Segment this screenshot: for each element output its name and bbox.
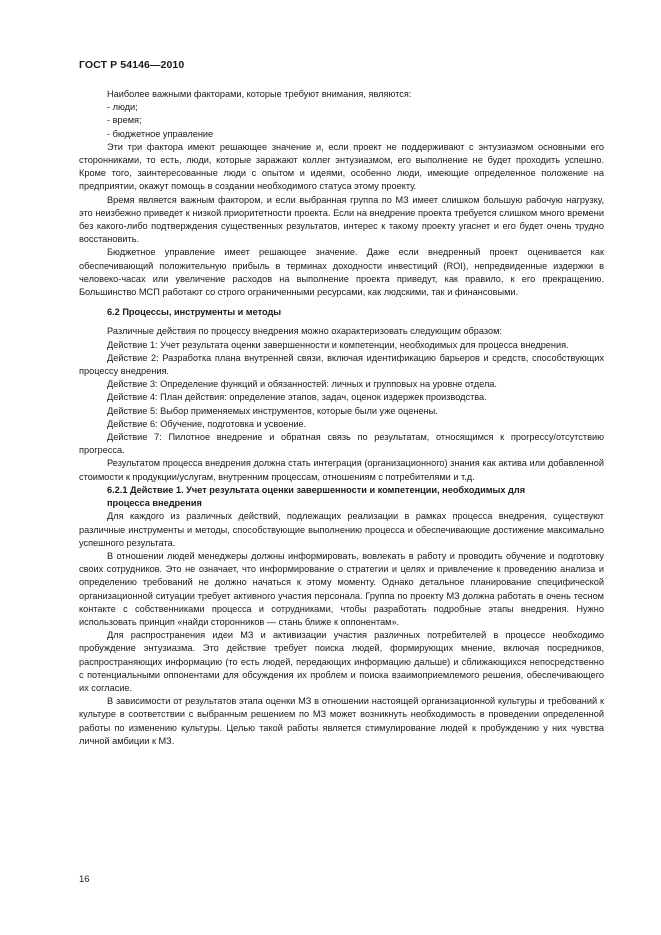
section-heading-6-2-1-continued: процесса внедрения <box>107 498 202 509</box>
paragraph: В зависимости от результатов этапа оценки МЗ в отношении настоящей организационной культуры и требований к культуре в соответствии с выбранным решением по МЗ может возникнуть необходимость в проведении определенной работы по изменению культуры. Целью такой работы является стимулирование людей к пробуждению у них чувства личной амбиции к МЗ. <box>79 696 604 746</box>
intro-paragraph: Наиболее важными факторами, которые требуют внимания, являются: <box>107 89 412 99</box>
action-item: Действие 5: Выбор применяемых инструментов, которые были уже оценены. <box>107 405 438 416</box>
action-item: Действие 3: Определение функций и обязанностей: личных и групповых на уровне отдела. <box>107 379 497 390</box>
action-item: Действие 6: Обучение, подготовка и усвоение. <box>107 418 307 429</box>
action-item: Действие 4: План действия: определение этапов, задач, оценок издержек производства. <box>107 392 487 403</box>
document-header: ГОСТ Р 54146—2010 <box>79 59 185 71</box>
paragraph: Различные действия по процессу внедрения можно охарактеризовать следующим образом: <box>107 326 503 337</box>
paragraph: Результатом процесса внедрения должна стать интеграция (организационного) знания как актива или добавленной стоимости к продукции/услугам, внутренним процессам, отношениям с потребителями и т.д. <box>79 458 604 482</box>
paragraph: Бюджетное управление имеет решающее значение. Даже если внедренный проект оценивается как обеспечивающий положительную прибыль в терминах доходности инвестиций (ROI), непредвиденные издержки в человеко-часах или увеличение расходов на выполнение проекта приведут, как правило, к его прекращению. Большинство МСП работают со строго ограниченными ресурсами, как людскими, так и финансовыми. <box>79 247 604 298</box>
page-body <box>79 88 604 748</box>
action-item: Действие 7: Пилотное внедрение и обратная связь по результатам, относящимся к прогрессу/отсутствию прогресса. <box>79 432 604 456</box>
paragraph: Время является важным фактором, и если выбранная группа по МЗ имеет слишком большую рабочую нагрузку, это неизбежно приведет к низкой приоритетности проекта. Если на внедрение проекта требуется слишком много времени без какого-либо подтверждения существенных результатов, интерес к такому проекту угаснет и его будет очень трудно восстановить. <box>79 194 604 245</box>
paragraph: Для распространения идеи МЗ и активизации участия различных потребителей в процессе необходимо пробуждение энтузиазма. Это действие требует поиска людей, формирующих мнение, включая посредников, распространяющих информацию (то есть людей, передающих информацию дальше) и сближающихся непосредственно с потенциальными оппонентами для обсуждения их проблем и поиска взаимоприемлемого решения, обеспечивающего их согласие. <box>79 630 604 693</box>
list-item: - бюджетное управление <box>107 128 214 139</box>
action-item: Действие 1: Учет результата оценки завершенности и компетенции, необходимых для процесса внедрения. <box>107 339 569 350</box>
list-item: - время; <box>107 115 142 126</box>
section-heading-6-2: 6.2 Процессы, инструменты и методы <box>107 307 282 318</box>
paragraph: Эти три фактора имеют решающее значение и, если проект не поддерживают с энтузиазмом основными его сторонниками, то есть, люди, которые заражают коллег энтузиазмом, его выполнение не будет проходить успешно. Кроме того, заинтересованные люди с опытом и идеями, особенно люди, имеющие определенное положение на предприятии, окажут помощь в создании необходимого статуса этому проекту. <box>79 141 604 192</box>
page-number: 16 <box>79 874 90 885</box>
paragraph: Для каждого из различных действий, подлежащих реализации в рамках процесса внедрения, существуют различные инструменты и методы, способствующие выполнению процесса и обеспечивающие достижение максимально успешного результата. <box>79 511 604 548</box>
action-item: Действие 2: Разработка плана внутренней связи, включая идентификацию барьеров и средств, способствующих процессу внедрения. <box>79 352 604 377</box>
section-heading-6-2-1: 6.2.1 Действие 1. Учет результата оценки завершенности и компетенции, необходимых для <box>107 484 526 495</box>
paragraph: В отношении людей менеджеры должны информировать, вовлекать в работу и проводить обучение и подготовку своих сотрудников. Это не означает, что информирование о стратегии и целях и привлечение к проведению анализа и определению требований не должно начаться к этому моменту. Однако детальное планирование специфической организационной ситуации требует активного участия персонала. Группа по проекту МЗ должна работать в очень тесном контакте с собственниками процесса и сотрудниками, чтобы разработать подробные этапы внедрения. Нужно использовать принцип «найди сторонников — стань ближе к оппонентам». <box>79 550 604 627</box>
list-item: - люди; <box>107 102 138 113</box>
